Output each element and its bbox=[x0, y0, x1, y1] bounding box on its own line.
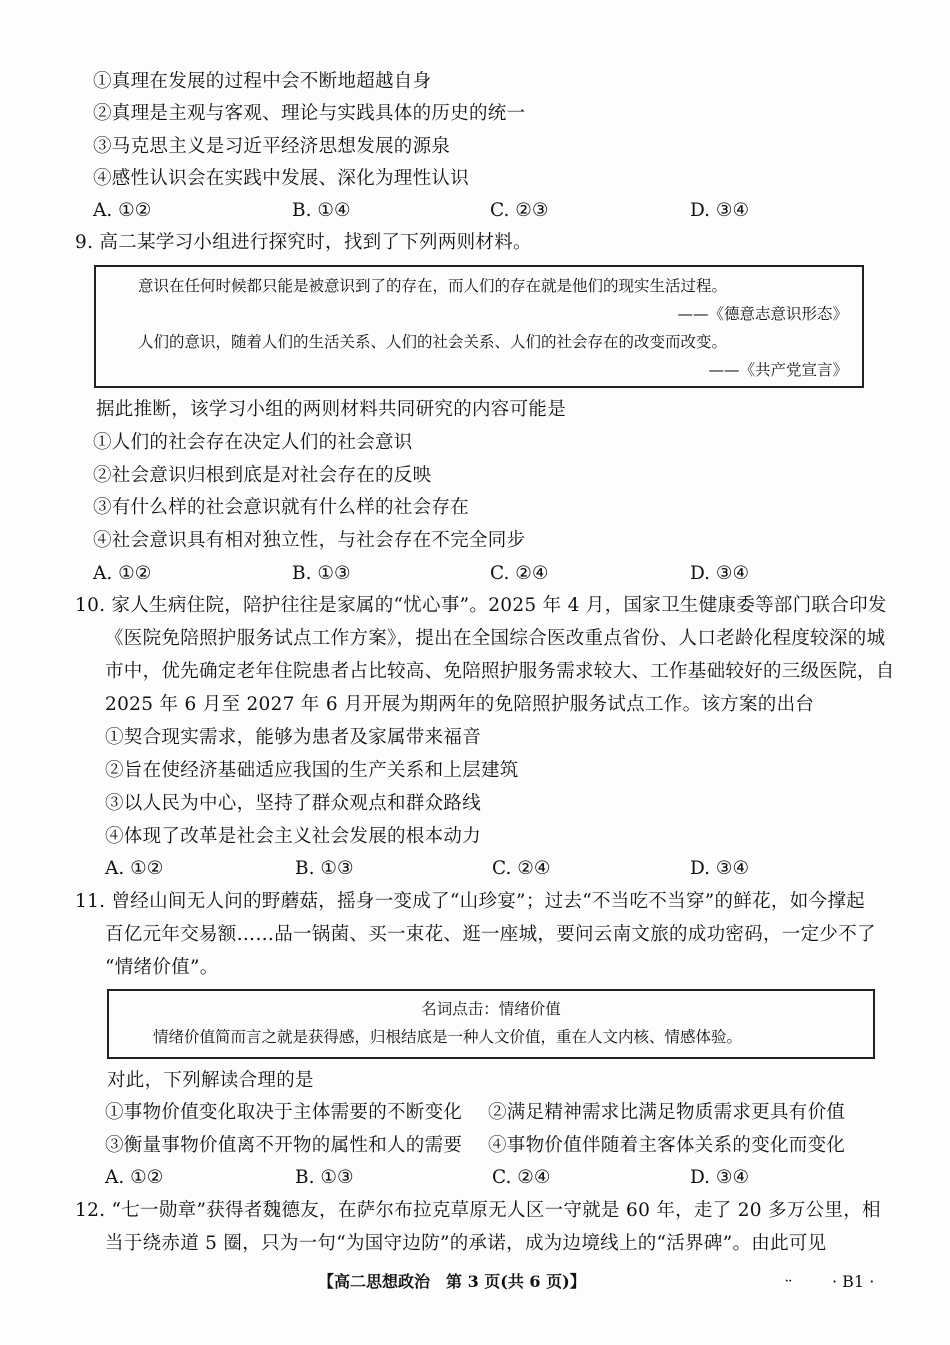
q11-option-b: B. ①③ bbox=[295, 1167, 354, 1188]
q8-option-b: B. ①④ bbox=[292, 200, 351, 221]
q10-option-a: A. ①② bbox=[105, 858, 164, 879]
q9-material-box bbox=[94, 265, 864, 388]
q12-stem-line-1: 12. “七一勋章”获得者魏德友，在萨尔布拉克草原无人区一守就是 60 年，走了 20 多万公里，相 bbox=[75, 1200, 881, 1221]
q9-quote-1: 意识在任何时候都只能是被意识到了的存在，而人们的存在就是他们的现实生活过程。 bbox=[138, 277, 728, 295]
q11-item-1: ①事物价值变化取决于主体需要的不断变化 bbox=[105, 1102, 463, 1123]
q9-quote-2: 人们的意识，随着人们的生活关系、人们的社会关系、人们的社会存在的改变而改变。 bbox=[138, 333, 728, 351]
footer-mark: ·· bbox=[785, 1276, 792, 1287]
q11-item-4: ④事物价值伴随着主客体关系的变化而变化 bbox=[488, 1135, 846, 1156]
q8-option-c: C. ②③ bbox=[490, 200, 549, 221]
q9-item-2: ②社会意识归根到底是对社会存在的反映 bbox=[93, 465, 432, 486]
q8-item-2: ②真理是主观与客观、理论与实践具体的历史的统一 bbox=[93, 103, 526, 124]
q10-stem-line-1: 10. 家人生病住院，陪护往往是家属的“忧心事”。2025 年 4 月，国家卫生健康委等部门联合印发 bbox=[75, 595, 887, 616]
q10-option-d: D. ③④ bbox=[690, 858, 750, 879]
q9-item-3: ③有什么样的社会意识就有什么样的社会存在 bbox=[93, 497, 470, 518]
q8-option-a: A. ①② bbox=[93, 200, 152, 221]
q10-item-2: ②旨在使经济基础适应我国的生产关系和上层建筑 bbox=[105, 760, 519, 781]
q11-definition-box bbox=[107, 989, 875, 1059]
q10-option-b: B. ①③ bbox=[295, 858, 354, 879]
q9-option-d: D. ③④ bbox=[690, 563, 750, 584]
q11-box-text: 情绪价值简而言之就是获得感，归根结底是一种人文价值，重在人文内核、情感体验。 bbox=[153, 1028, 743, 1046]
q8-item-3: ③马克思主义是习近平经济思想发展的源泉 bbox=[93, 136, 451, 157]
q11-question: 对此，下列解读合理的是 bbox=[107, 1070, 314, 1091]
q11-item-2: ②满足精神需求比满足物质需求更具有价值 bbox=[488, 1102, 846, 1123]
q11-stem-line-1: 11. 曾经山间无人问的野蘑菇，摇身一变成了“山珍宴”；过去“不当吃不当穿”的鲜花，如今撑起 bbox=[75, 891, 865, 912]
q10-stem-line-2: 《医院免陪照护服务试点工作方案》，提出在全国综合医改重点省份、人口老龄化程度较深的城 bbox=[105, 628, 886, 649]
page-footer: 【高二思想政治 第 3 页(共 6 页)】 bbox=[318, 1272, 586, 1291]
q8-option-d: D. ③④ bbox=[690, 200, 750, 221]
q11-box-title: 名词点击：情绪价值 bbox=[421, 1000, 561, 1018]
q11-option-c: C. ②④ bbox=[492, 1167, 551, 1188]
q10-stem-line-3: 市中，优先确定老年住院患者占比较高、免陪照护服务需求较大、工作基础较好的三级医院，自 bbox=[105, 661, 895, 682]
q10-item-4: ④体现了改革是社会主义社会发展的根本动力 bbox=[105, 826, 482, 847]
q9-option-a: A. ①② bbox=[93, 563, 152, 584]
q11-stem-line-3: “情绪价值”。 bbox=[105, 957, 219, 978]
q11-stem-line-2: 百亿元年交易额……品一锅菌、买一束花、逛一座城，要问云南文旅的成功密码，一定少不了 bbox=[105, 924, 876, 945]
q10-stem-line-4: 2025 年 6 月至 2027 年 6 月开展为期两年的免陪照护服务试点工作。该方案的出台 bbox=[105, 694, 815, 715]
q10-item-3: ③以人民为中心，坚持了群众观点和群众路线 bbox=[105, 793, 482, 814]
q9-option-c: C. ②④ bbox=[490, 563, 549, 584]
q9-question: 据此推断，该学习小组的两则材料共同研究的内容可能是 bbox=[96, 399, 567, 420]
q9-source-1: ——《德意志意识形态》 bbox=[677, 305, 848, 323]
q9-item-1: ①人们的社会存在决定人们的社会意识 bbox=[93, 432, 413, 453]
q8-item-4: ④感性认识会在实践中发展、深化为理性认识 bbox=[93, 168, 470, 189]
q9-option-b: B. ①③ bbox=[292, 563, 351, 584]
q9-stem: 9. 高二某学习小组进行探究时，找到了下列两则材料。 bbox=[75, 232, 532, 253]
q9-source-2: ——《共产党宣言》 bbox=[708, 361, 848, 379]
q9-item-4: ④社会意识具有相对独立性，与社会存在不完全同步 bbox=[93, 530, 526, 551]
q11-option-d: D. ③④ bbox=[690, 1167, 750, 1188]
q10-item-1: ①契合现实需求，能够为患者及家属带来福音 bbox=[105, 727, 482, 748]
q10-option-c: C. ②④ bbox=[492, 858, 551, 879]
q8-item-1: ①真理在发展的过程中会不断地超越自身 bbox=[93, 71, 432, 92]
q11-option-a: A. ①② bbox=[105, 1167, 164, 1188]
footer-code: · B1 · bbox=[832, 1272, 875, 1291]
q12-stem-line-2: 当于绕赤道 5 圈，只为一句“为国守边防”的承诺，成为边境线上的“活界碑”。由此可见 bbox=[105, 1233, 827, 1254]
q11-item-3: ③衡量事物价值离不开物的属性和人的需要 bbox=[105, 1135, 463, 1156]
